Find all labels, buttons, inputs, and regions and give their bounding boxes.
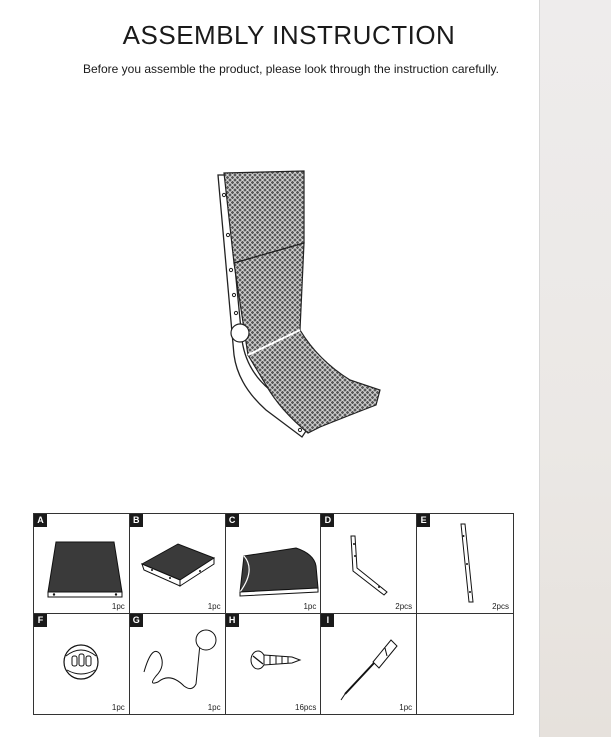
part-h bbox=[226, 614, 322, 714]
part-e bbox=[417, 514, 513, 614]
part-qty: 2pcs bbox=[395, 602, 413, 611]
part-qty: 2pcs bbox=[492, 602, 509, 611]
cord-icon bbox=[130, 614, 225, 714]
parts-list bbox=[33, 513, 514, 715]
part-letter: H bbox=[226, 614, 239, 627]
part-qty: 1pc bbox=[111, 703, 125, 712]
part-letter: I bbox=[321, 614, 334, 627]
part-letter: B bbox=[130, 514, 143, 527]
screwdriver-icon bbox=[321, 614, 416, 714]
part-qty: 16pcs bbox=[295, 703, 317, 712]
part-i bbox=[321, 614, 417, 714]
part-qty: 1pc bbox=[207, 602, 221, 611]
part-qty: 1pc bbox=[111, 602, 125, 611]
part-a bbox=[34, 514, 130, 614]
ball-joint-icon bbox=[34, 614, 129, 714]
part-letter: D bbox=[321, 514, 334, 527]
empty-cell bbox=[417, 614, 513, 714]
screw-icon bbox=[226, 614, 321, 714]
part-letter: F bbox=[34, 614, 47, 627]
part-b bbox=[130, 514, 226, 614]
straight-bracket-icon bbox=[417, 514, 512, 614]
part-c bbox=[226, 514, 322, 614]
curved-panel-icon bbox=[226, 514, 321, 614]
part-f bbox=[34, 614, 130, 714]
chair-illustration bbox=[200, 165, 400, 450]
part-g bbox=[130, 614, 226, 714]
part-letter: A bbox=[34, 514, 47, 527]
bent-bracket-icon bbox=[321, 514, 416, 614]
page-subtitle: Before you assemble the product, please look through the instruction carefully. bbox=[82, 62, 499, 76]
seat-panel-icon bbox=[130, 514, 225, 614]
part-qty: 1pc bbox=[303, 602, 317, 611]
page-title: ASSEMBLY INSTRUCTION bbox=[122, 20, 456, 50]
flat-panel-icon bbox=[34, 514, 129, 614]
part-qty: 1pc bbox=[399, 703, 413, 712]
part-letter: C bbox=[226, 514, 239, 527]
viewer-background bbox=[540, 0, 611, 737]
part-letter: G bbox=[130, 614, 143, 627]
part-d bbox=[321, 514, 417, 614]
part-qty: 1pc bbox=[207, 703, 221, 712]
part-letter: E bbox=[417, 514, 430, 527]
